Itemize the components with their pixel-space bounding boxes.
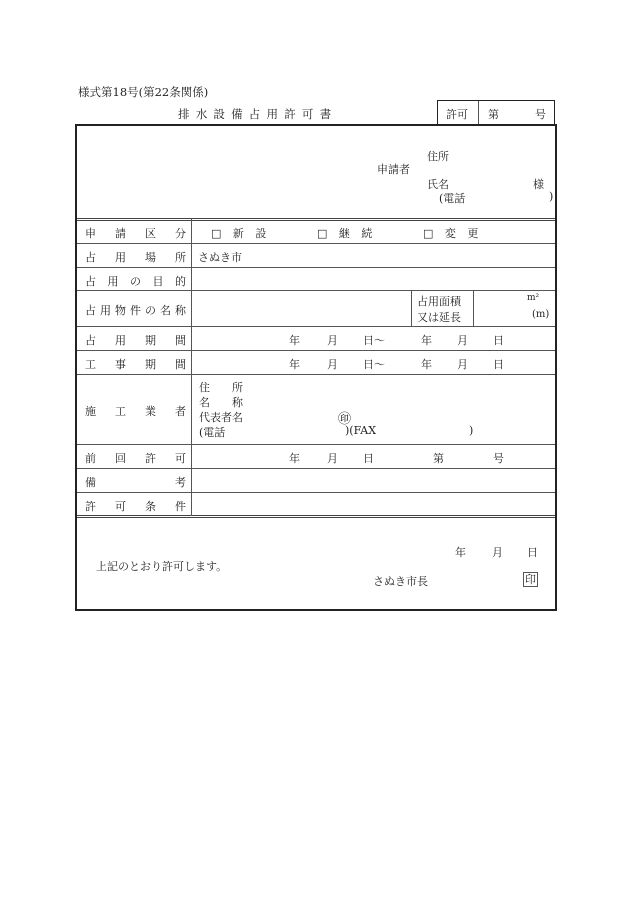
occupancy-to-year[interactable]: 年 (421, 334, 432, 347)
footer-year: 年 (455, 546, 466, 559)
seal-icon: ㊞ (338, 412, 352, 427)
applicant-honorific: 様 (533, 178, 544, 191)
construction-to-year[interactable]: 年 (421, 358, 432, 371)
occupancy-from-year[interactable]: 年 (289, 334, 300, 347)
location-label: 占 用 場 所 (85, 251, 186, 264)
area-label-line1: 占用面積 (417, 295, 461, 308)
construction-from-month[interactable]: 月 (327, 358, 338, 371)
continue-checkbox[interactable]: □ (317, 227, 328, 240)
contractor-phone-label: (電話 (199, 426, 226, 439)
footer-month: 月 (492, 546, 503, 559)
construction-from-year[interactable]: 年 (289, 358, 300, 371)
previous-number-suffix: 号 (493, 452, 504, 465)
unit-area: m² (527, 293, 540, 303)
contractor-address-label: 住 所 (199, 381, 243, 394)
new-checkbox[interactable]: □ (211, 227, 222, 240)
previous-month[interactable]: 月 (327, 452, 338, 465)
occupancy-to-day[interactable]: 日 (493, 334, 504, 347)
footer-day: 日 (527, 546, 538, 559)
approval-statement: 上記のとおり許可します。 (96, 560, 228, 573)
previous-year[interactable]: 年 (289, 452, 300, 465)
object-name-field[interactable] (198, 296, 403, 320)
unit-length: (m) (532, 309, 550, 320)
permit-form (75, 124, 557, 611)
purpose-label: 占 用 の 目 的 (85, 275, 186, 288)
occupancy-to-month[interactable]: 月 (457, 334, 468, 347)
change-checkbox[interactable]: □ (423, 227, 434, 240)
occupancy-from-day[interactable]: 日～ (363, 334, 385, 347)
previous-permit-label: 前 回 許 可 (85, 452, 186, 465)
remarks-label: 備 考 (85, 476, 186, 489)
construction-to-month[interactable]: 月 (457, 358, 468, 371)
previous-day[interactable]: 日 (363, 452, 374, 465)
new-option[interactable]: □ 新 設 (211, 227, 271, 240)
previous-number-prefix: 第 (433, 452, 444, 465)
purpose-field[interactable] (198, 273, 548, 289)
page-title: 排水設備占用許可書 (178, 107, 338, 121)
change-option[interactable]: □ 変 更 (423, 227, 483, 240)
occupancy-from-month[interactable]: 月 (327, 334, 338, 347)
continue-option[interactable]: □ 継 続 (317, 227, 377, 240)
contractor-fax-close: ) (469, 424, 474, 437)
applicant-phone-close: ) (549, 190, 554, 203)
construction-from-day[interactable]: 日～ (363, 358, 385, 371)
applicant-address-label: 住所 (427, 150, 449, 163)
issuer: さぬき市長 (373, 575, 428, 588)
issuer-seal-icon: 印 (525, 573, 536, 586)
conditions-field[interactable] (198, 498, 548, 514)
permit-number-prefix: 第 (488, 108, 499, 121)
occupancy-period-label: 占 用 期 間 (85, 334, 186, 347)
location-field[interactable]: さぬき市 (198, 251, 242, 264)
permit-label: 許可 (446, 108, 468, 121)
permit-number-suffix: 号 (535, 108, 546, 121)
object-name-label: 占 用 物 件 の 名 称 (85, 304, 186, 317)
applicant-label: 申請者 (377, 163, 410, 176)
application-type-label: 申 請 区 分 (85, 227, 186, 240)
contractor-fax-label: )(FAX (345, 424, 377, 437)
contractor-name-label: 名 称 (199, 396, 243, 409)
contractor-representative-label: 代表者名 (199, 411, 243, 424)
applicant-name-label: 氏名 (427, 178, 449, 191)
form-number: 様式第18号(第22条関係) (78, 85, 209, 99)
construction-period-label: 工 事 期 間 (85, 358, 186, 371)
construction-to-day[interactable]: 日 (493, 358, 504, 371)
applicant-phone-label: (電話 (439, 192, 466, 205)
conditions-label: 許 可 条 件 (85, 500, 186, 513)
contractor-label: 施 工 業 者 (85, 405, 186, 418)
remarks-field[interactable] (198, 474, 548, 490)
area-label-line2: 又は延長 (417, 311, 461, 324)
permit-number-box (437, 100, 555, 124)
